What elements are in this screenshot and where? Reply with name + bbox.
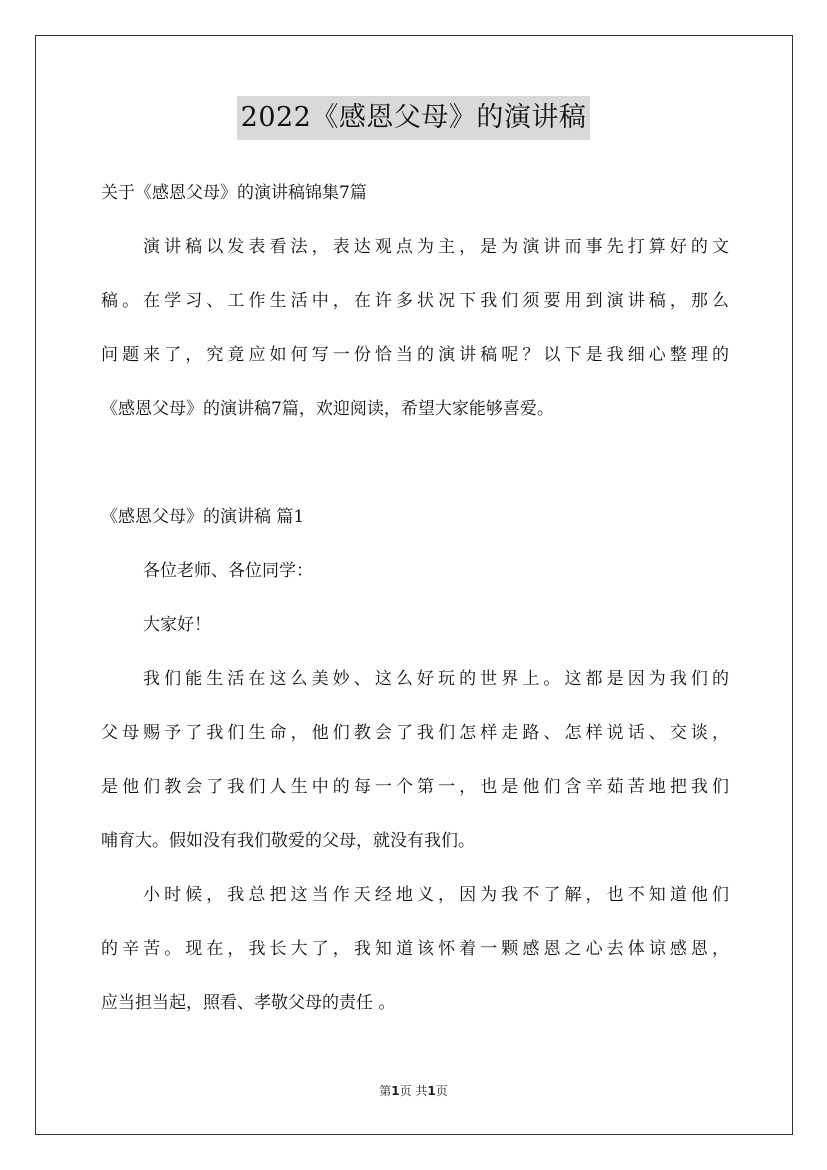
footer-page-total: 1 [427,1084,436,1098]
paragraph2-line-3: 应当担当起，照看、孝敬父母的责任 。 [101,993,396,1013]
document-body [101,170,729,1034]
intro-line-3: 问题来了，究竟应如何写一份恰当的演讲稿呢？以下是我细心整理的 [101,345,729,365]
spacer [101,440,729,494]
greeting-line: 各位老师、各位同学： [143,561,313,581]
footer-page-mid: 页 共 [399,1084,428,1098]
page-footer [0,1082,827,1099]
section-heading: 《感恩父母》的演讲稿 篇1 [101,507,305,527]
paragraph1-line-2: 父母赐予了我们生命，他们教会了我们怎样走路、怎样说话、交谈， [101,723,729,743]
footer-page-number: 1 [391,1084,400,1098]
paragraph2-line-1: 小时候，我总把这当作天经地义，因为我不了解，也不知道他们 [143,885,729,905]
intro-line-2: 稿。在学习、工作生活中，在许多状况下我们须要用到演讲稿，那么 [101,291,729,311]
paragraph1-line-4: 哺育大。假如没有我们敬爱的父母，就没有我们。 [101,831,475,851]
footer-page-prefix: 第 [379,1084,392,1098]
intro-line-4: 《感恩父母》的演讲稿7篇，欢迎阅读，希望大家能够喜爱。 [101,399,554,419]
paragraph1-line-1: 我们能生活在这么美妙、这么好玩的世界上。这都是因为我们的 [143,669,729,689]
paragraph1-line-3: 是他们教会了我们人生中的每一个第一，也是他们含辛茹苦地把我们 [101,777,729,797]
title-container [0,96,827,140]
paragraph2-line-2: 的辛苦。现在，我长大了，我知道该怀着一颗感恩之心去体谅感恩， [101,939,729,959]
document-title: 2022《感恩父母》的演讲稿 [237,96,591,140]
document-subtitle: 关于《感恩父母》的演讲稿锦集7篇 [101,183,367,203]
footer-page-suffix: 页 [435,1084,448,1098]
hello-line: 大家好！ [143,615,211,635]
intro-line-1: 演讲稿以发表看法，表达观点为主，是为演讲而事先打算好的文 [143,237,729,257]
